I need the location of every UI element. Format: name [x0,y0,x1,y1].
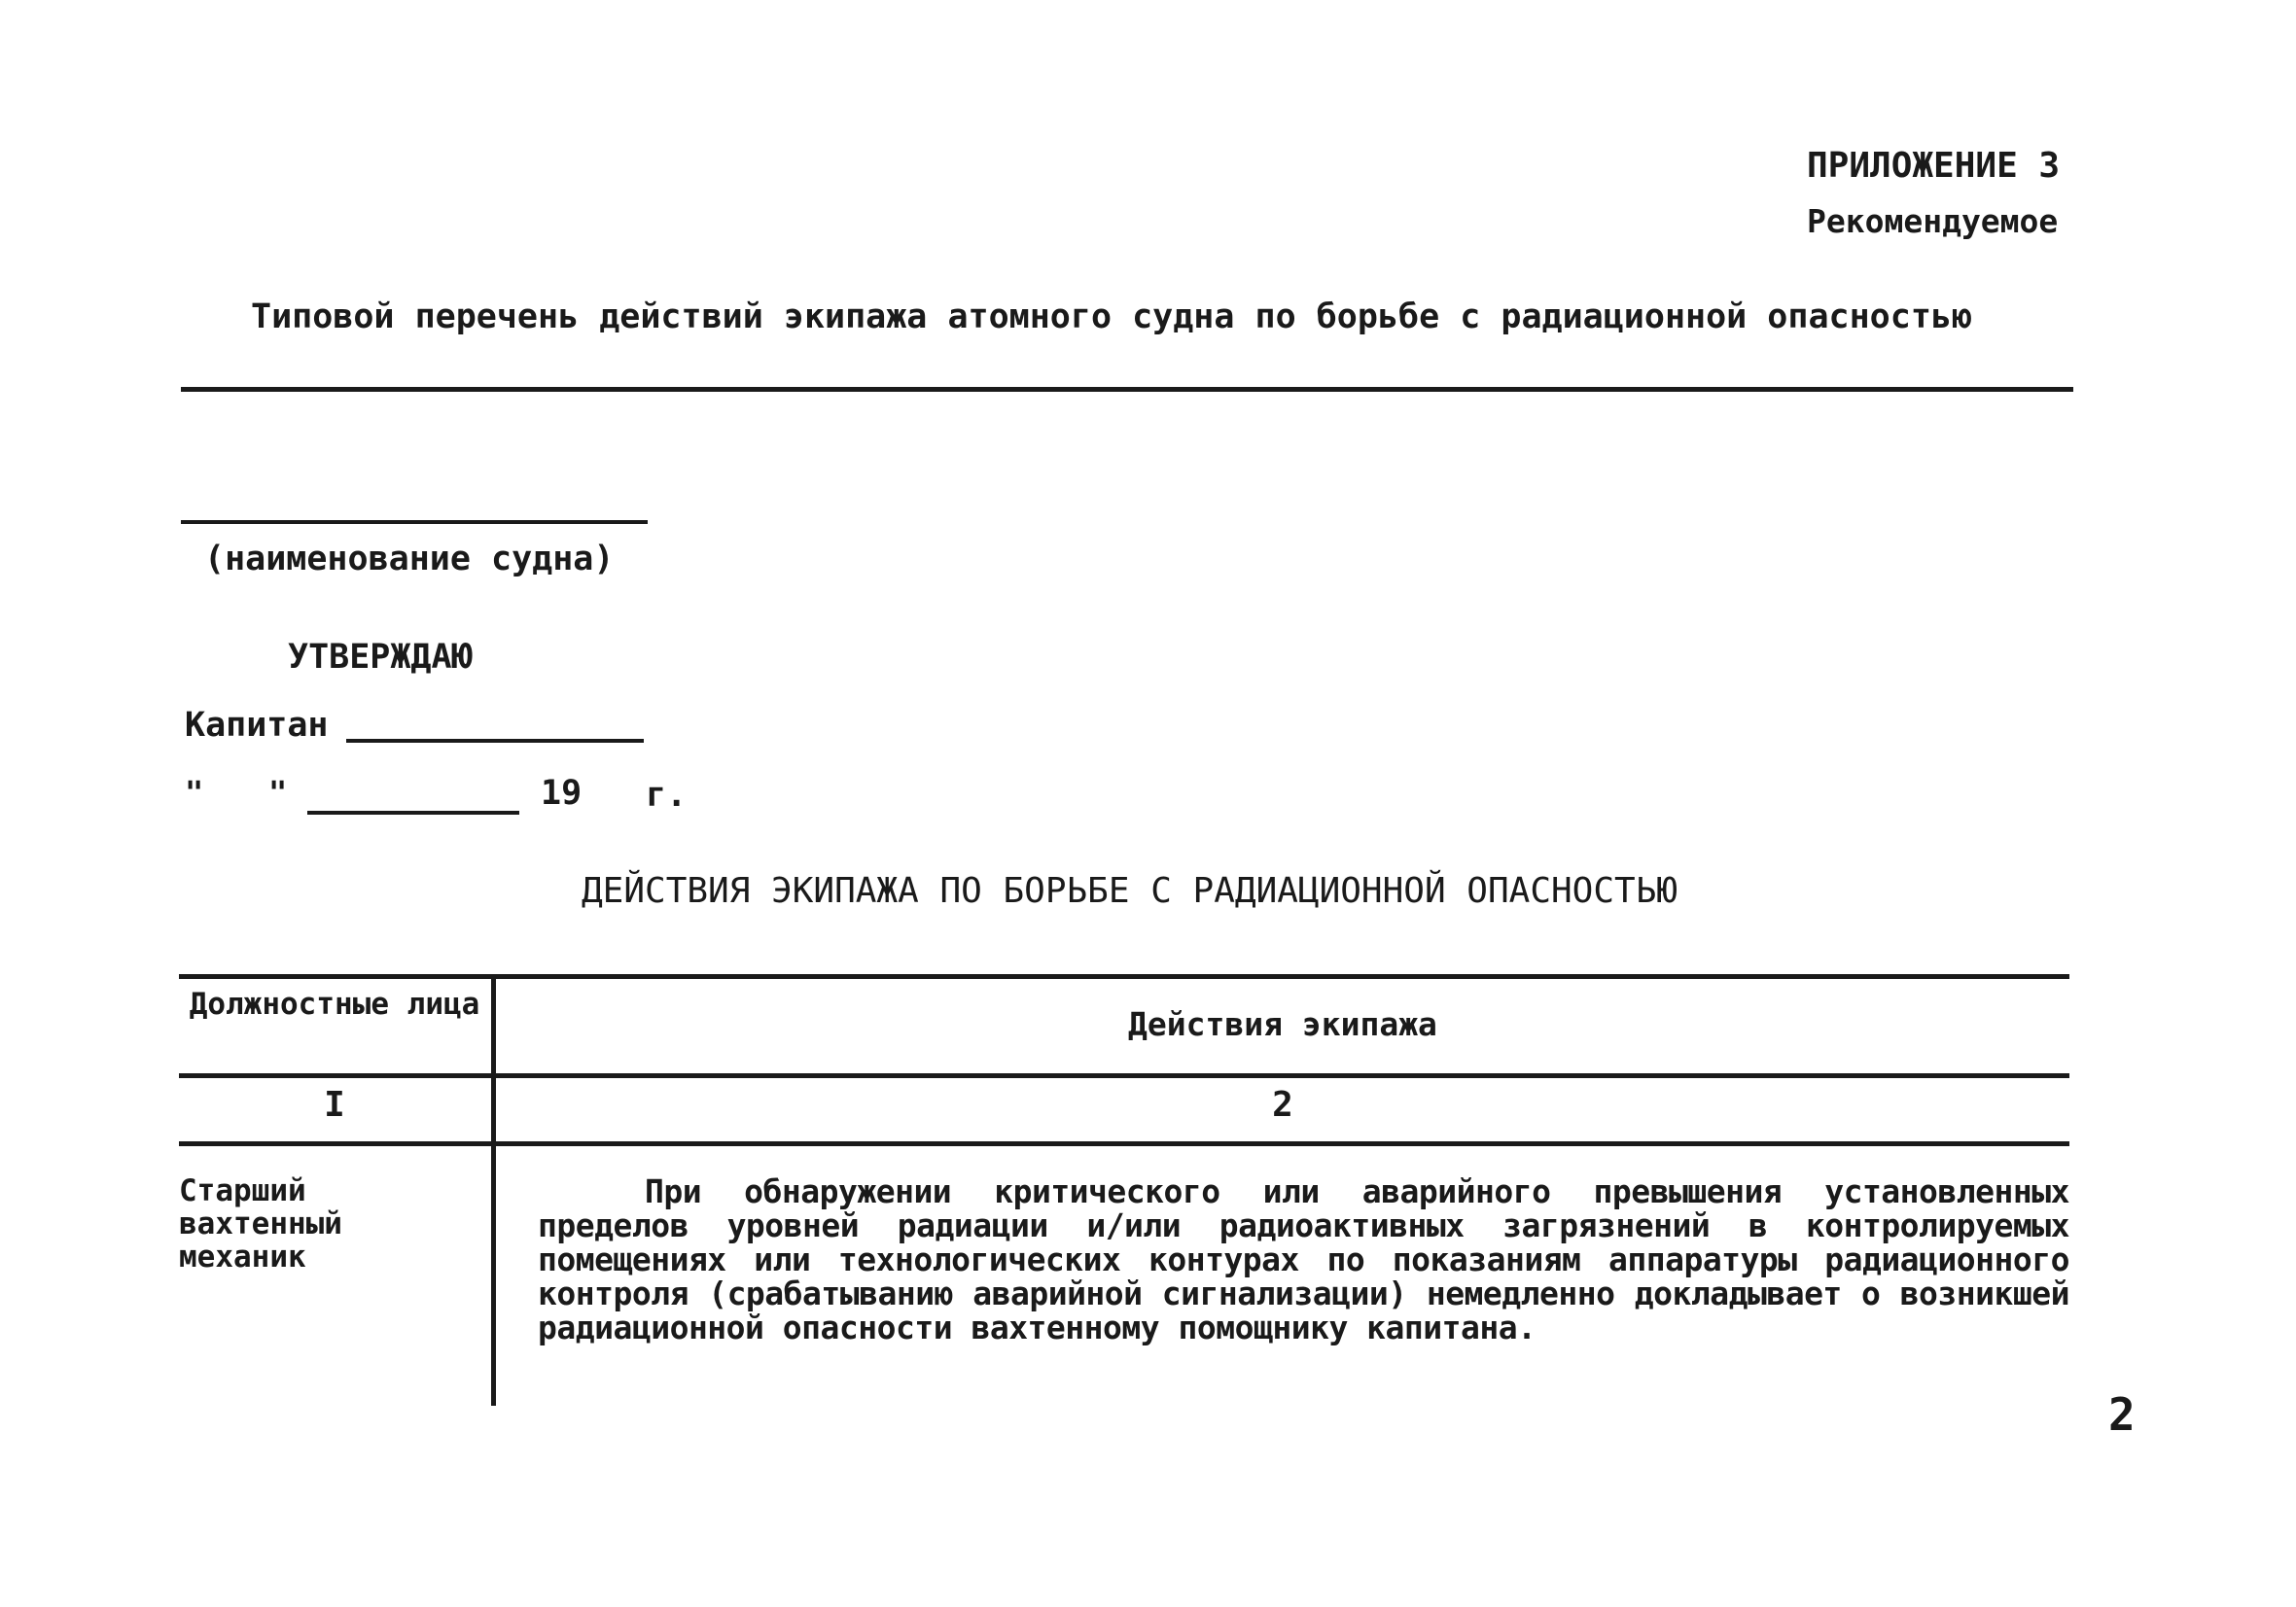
document-title: Типовой перечень действий экипажа атомного судна по борьбе с радиационной опасностью [251,297,1973,336]
title-underline [181,387,2073,392]
table-row-role: Старший вахтенный механик [179,1173,342,1275]
date-year-suffix: г. [646,776,688,815]
column-number-1: I [324,1085,345,1125]
date-close-quote: " [268,774,288,811]
approval-label: УТВЕРЖДАЮ [288,638,473,677]
date-year-prefix: 19 [541,774,583,813]
section-heading: ДЕЙСТВИЯ ЭКИПАЖА ПО БОРЬБЕ С РАДИАЦИОННОЙ ОПАСНОСТЬЮ [582,871,1678,911]
appendix-status: Рекомендуемое [1807,202,2059,240]
table-top-rule [179,974,2069,979]
page-number: 2 [2108,1388,2136,1441]
table-row-action: При обнаружении критического или аварийного превышения установленных пределов уровней радиации и/или радиоактивных загрязнений в контролируемых помещениях или технологических контурах по показаниям аппаратуры радиационного контроля (срабатыванию аварийной сигнализации) немедленно докладывает о возникшей радиационной опасности вахтенному помощнику капитана. [538,1172,2069,1346]
date-month-line [307,811,519,815]
vessel-name-line [181,520,648,524]
table-header-rule [179,1073,2069,1078]
column-header-roles: Должностные лица [189,987,480,1022]
appendix-number: ПРИЛОЖЕНИЕ 3 [1807,146,2061,186]
column-number-2: 2 [1272,1085,1293,1125]
captain-label: Капитан [185,706,329,745]
table-numbering-rule [179,1141,2069,1146]
captain-signature-line [346,739,644,743]
vessel-name-caption: (наименование судна) [204,540,615,578]
column-header-actions: Действия экипажа [1128,1005,1437,1043]
date-open-quote: " [185,774,204,811]
